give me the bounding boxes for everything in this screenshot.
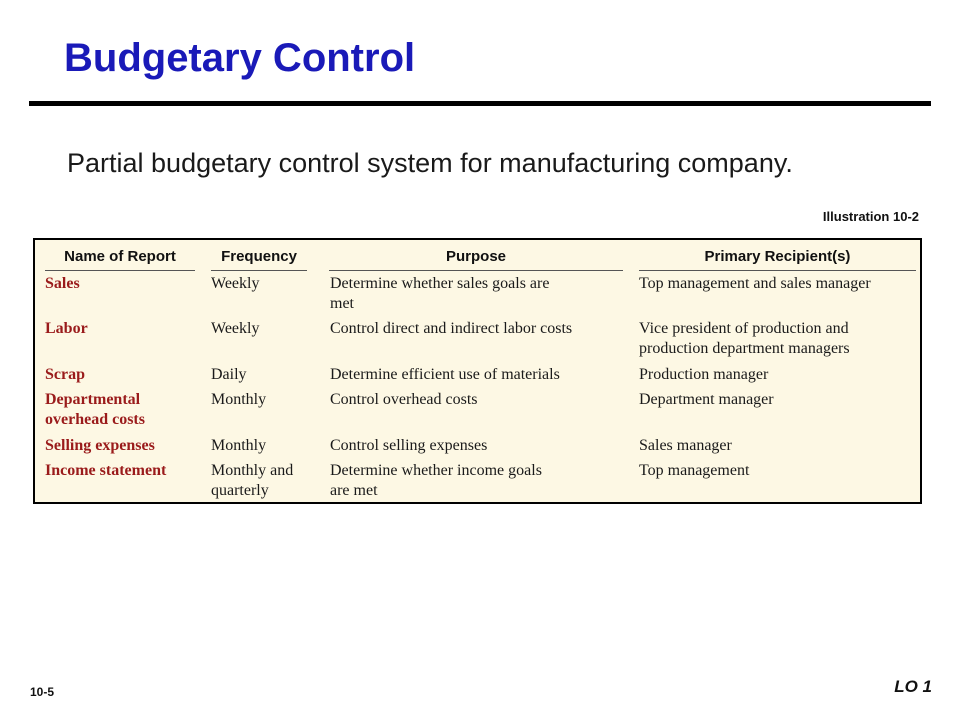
table-cell-frequency: Weekly <box>211 320 260 337</box>
table-cell-recipient: Production manager <box>639 366 769 383</box>
table-cell-recipient: Top management <box>639 462 750 479</box>
table-cell-purpose: Determine efficient use of materials <box>330 366 560 383</box>
budget-report-table <box>33 238 922 504</box>
table-cell-report-name: Labor <box>45 320 88 337</box>
header-primary-recipients: Primary Recipient(s) <box>639 248 916 271</box>
table-cell-recipient: Department manager <box>639 391 774 408</box>
table-cell-recipient: Vice president of production and production department managers <box>639 320 850 357</box>
title-divider <box>29 101 931 106</box>
table-cell-purpose: Determine whether sales goals are met <box>330 275 550 312</box>
table-cell-recipient: Top management and sales manager <box>639 275 871 292</box>
illustration-label: Illustration 10-2 <box>822 209 919 224</box>
header-purpose: Purpose <box>329 248 623 271</box>
table-cell-frequency: Monthly <box>211 391 267 408</box>
table-cell-frequency: Monthly <box>211 437 267 454</box>
table-cell-purpose: Control overhead costs <box>330 391 478 408</box>
learning-objective-label: LO 1 <box>894 677 932 696</box>
page-number: 10-5 <box>30 685 55 699</box>
table-cell-purpose: Determine whether income goals are met <box>330 462 542 499</box>
table-cell-purpose: Control direct and indirect labor costs <box>330 320 573 337</box>
table-cell-recipient: Sales manager <box>639 437 732 454</box>
table-cell-report-name: Sales <box>45 275 80 292</box>
table-cell-frequency: Monthly and quarterly <box>211 462 294 499</box>
table-cell-report-name: Income statement <box>45 462 167 479</box>
table-cell-frequency: Daily <box>211 366 247 383</box>
header-name-of-report: Name of Report <box>45 248 195 271</box>
slide-title: Budgetary Control <box>64 36 416 80</box>
slide-subtitle: Partial budgetary control system for manufacturing company. <box>67 148 793 178</box>
table-cell-report-name: Scrap <box>45 366 85 383</box>
table-cell-purpose: Control selling expenses <box>330 437 488 454</box>
table-cell-report-name: Selling expenses <box>45 437 155 454</box>
header-frequency: Frequency <box>211 248 307 271</box>
table-cell-report-name: Departmental overhead costs <box>45 391 145 428</box>
table-cell-frequency: Weekly <box>211 275 260 292</box>
